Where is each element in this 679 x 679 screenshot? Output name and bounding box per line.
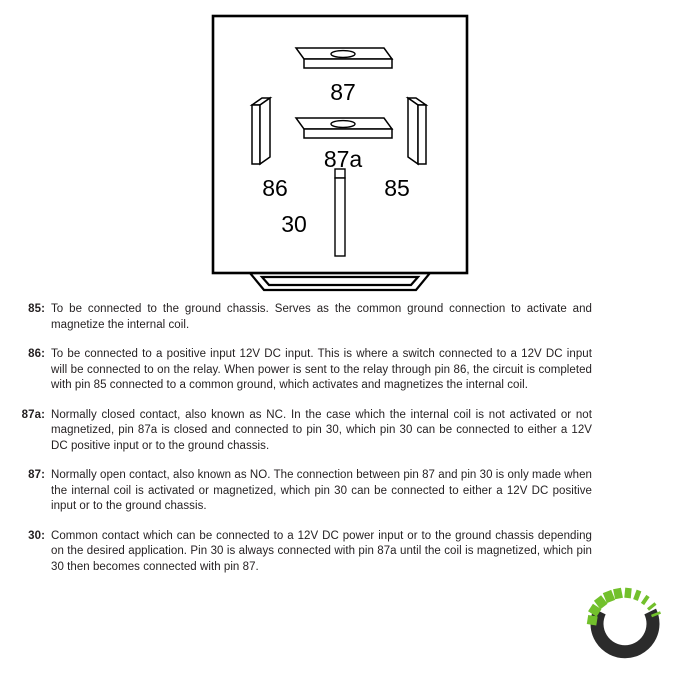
pin-text-85: To be connected to the ground chassis. Serves as the common ground connection to activate and magnetize the internal coil. — [51, 303, 592, 331]
diagram-label-86: 86 — [262, 175, 288, 201]
pin-label-87: 87: — [28, 469, 45, 481]
terminal-blade-86 — [252, 98, 270, 164]
pin-label-86: 86: — [28, 348, 45, 360]
pin-text-30: Common contact which can be connected to a 12V DC power input or to the ground chassis depending on the desired application. Pin 30 is always connected with pin 87a until the coil is magnetized, which pin 30 then becomes connected with pin 87. — [51, 529, 592, 573]
pin-label-87a: 87a: — [21, 408, 45, 421]
pin-text-87: Normally open contact, also known as NO. The connection between pin 87 and pin 30 is only made when the internal coil is activated or magnetized, which pin 30 can be connected to either a 12V DC positive input or to the ground chassis. — [51, 469, 592, 512]
pin-description-row-85 — [0, 302, 679, 333]
terminal-pad-87a — [296, 118, 392, 138]
pin-description-row-86 — [0, 347, 679, 394]
pin-description-list — [0, 302, 679, 589]
diagram-label-85: 85 — [384, 175, 410, 201]
diagram-label-87: 87 — [330, 79, 356, 105]
terminal-hole-87 — [331, 51, 355, 58]
pin-description-row-30 — [0, 529, 679, 576]
pin-text-86: To be connected to a positive input 12V DC input. This is where a switch connected to a 12V DC input will be connected to on the relay. When power is sent to the relay through pin 86, the circuit is completed with pin 85 connected to a common ground, which activates and magnetizes the internal coil. — [51, 348, 592, 391]
terminal-pad-87 — [296, 48, 392, 68]
pin-text-87a: Normally closed contact, also known as NC. In the case which the internal coil is not activated or not magnetized, pin 87a is closed and connected to pin 30, which pin 30 can be connected to either a 12V DC positive input or to the ground chassis. — [51, 408, 592, 452]
logo-arc-icon — [597, 612, 653, 652]
terminal-hole-87a — [331, 121, 355, 128]
terminal-blade-30 — [335, 169, 345, 256]
pin-description-row-87 — [0, 468, 679, 515]
diagram-label-30: 30 — [281, 211, 307, 237]
pin-description-row-87a — [0, 408, 679, 455]
pin-label-30: 30: — [28, 529, 45, 542]
terminal-blade-85 — [408, 98, 426, 164]
diagram-label-87a: 87a — [323, 146, 363, 172]
relay-diagram — [0, 0, 679, 300]
brand-logo — [585, 585, 665, 665]
relay-base-flange — [250, 273, 430, 290]
pin-label-85: 85: — [28, 303, 45, 315]
